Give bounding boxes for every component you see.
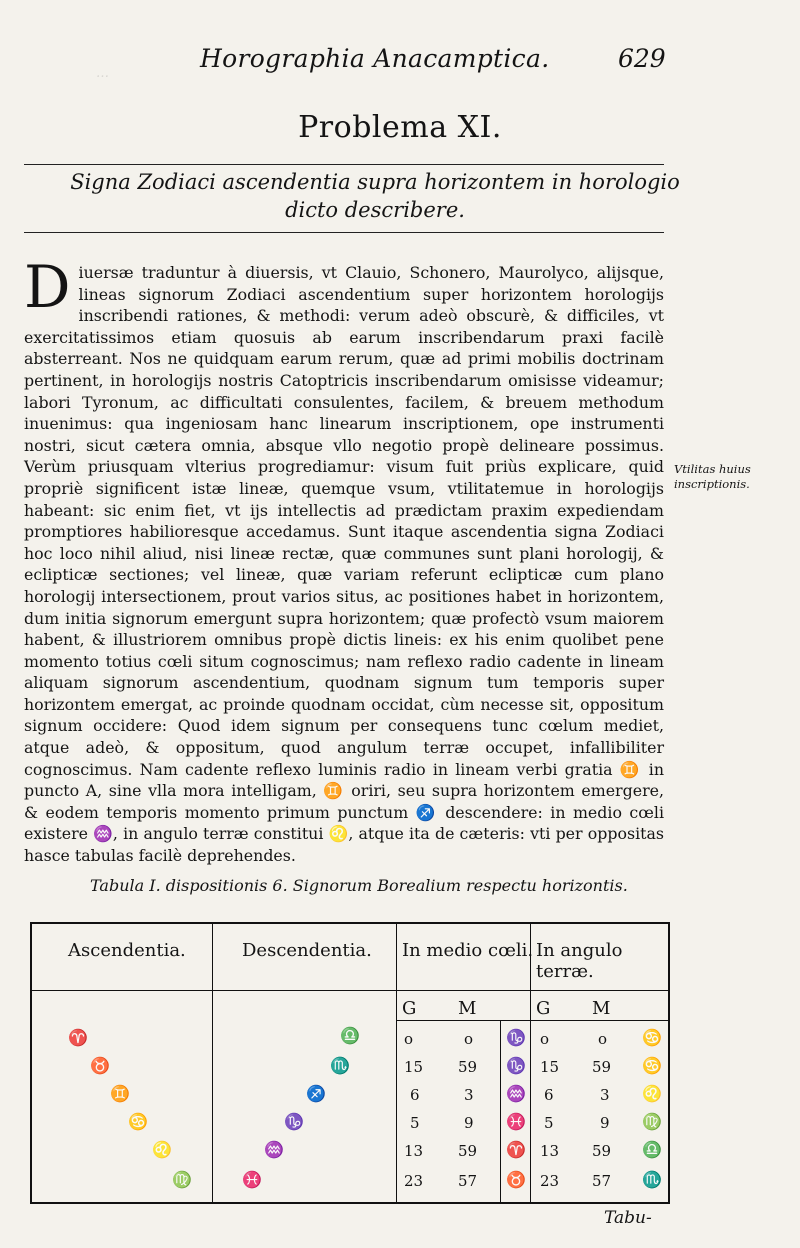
row-5-ascendens: ♌ [152,1140,172,1159]
subtitle-rule-top [24,164,664,165]
angulo-m-label: M [592,998,611,1019]
row-4-medio-m: 9 [464,1114,474,1132]
row-4-descendens: ♑ [284,1112,304,1131]
row-4-medio-g: 5 [410,1114,420,1132]
row-1-medio-sign: ♑ [506,1028,526,1047]
problem-title: Problema XI. [298,110,502,145]
row-1-descendens: ♎ [340,1026,360,1045]
row-6-angulo-sign: ♏ [642,1170,662,1189]
row-6-medio-m: 57 [458,1172,478,1190]
row-5-descendens: ♒ [264,1140,284,1159]
row-2-medio-sign: ♑ [506,1056,526,1075]
row-4-ascendens: ♋ [128,1112,148,1131]
row-2-medio-m: 59 [458,1058,478,1076]
row-6-ascendens: ♍ [172,1170,192,1189]
row-4-angulo-sign: ♍ [642,1112,662,1131]
subtitle-rule-bottom [24,232,664,233]
row-2-ascendens: ♉ [90,1056,110,1075]
body-text [24,253,664,867]
table-gm-rule [397,1020,669,1021]
row-6-descendens: ♓ [242,1170,262,1189]
row-3-ascendens: ♊ [110,1084,130,1103]
running-head [0,44,800,74]
table-divider-3 [530,922,531,1204]
table-caption: Tabula I. dispositionis 6. Signorum Borealium respectu horizontis. [90,876,628,895]
drop-cap: D [24,253,71,321]
row-1-medio-g: o [404,1030,414,1048]
table-border-top [30,922,670,924]
row-3-angulo-m: 3 [600,1086,610,1104]
header-angulo-terrae: In angulo terræ. [536,940,623,982]
row-1-medio-m: o [464,1030,474,1048]
angulo-g-label: G [536,998,551,1019]
row-5-medio-g: 13 [404,1142,424,1160]
row-6-medio-g: 23 [404,1172,424,1190]
page-number: 629 [618,44,666,73]
header-descendentia: Descendentia. [242,940,372,961]
row-1-angulo-g: o [540,1030,550,1048]
row-3-medio-g: 6 [410,1086,420,1104]
row-2-angulo-g: 15 [540,1058,560,1076]
row-3-descendens: ♐ [306,1084,326,1103]
problem-subtitle: Signa Zodiaci ascendentia supra horizontem in horologio dicto describere. [70,170,680,222]
row-5-medio-sign: ♈ [506,1140,526,1159]
row-3-medio-m: 3 [464,1086,474,1104]
table-divider-2 [396,922,397,1204]
row-3-angulo-sign: ♌ [642,1084,662,1103]
sign-table [30,922,670,1204]
show-through-text: … [96,66,109,81]
row-6-angulo-g: 23 [540,1172,560,1190]
table-divider-1 [212,922,213,1204]
row-5-angulo-g: 13 [540,1142,560,1160]
catchword: Tabu- [604,1208,652,1228]
row-2-angulo-m: 59 [592,1058,612,1076]
row-4-medio-sign: ♓ [506,1112,526,1131]
row-5-medio-m: 59 [458,1142,478,1160]
row-2-angulo-sign: ♋ [642,1056,662,1075]
marginal-note: Vtilitas huius inscriptionis. [674,462,751,491]
table-border-left [30,922,32,1204]
medio-g-label: G [402,998,417,1019]
row-6-medio-sign: ♉ [506,1170,526,1189]
medio-m-label: M [458,998,477,1019]
header-ascendentia: Ascendentia. [68,940,186,961]
row-1-angulo-sign: ♋ [642,1028,662,1047]
running-head-title: Horographia Anacamptica. [200,44,550,73]
row-1-ascendens: ♈ [68,1028,88,1047]
table-header-rule [30,990,670,991]
row-4-angulo-m: 9 [600,1114,610,1132]
body-paragraph: iuersæ traduntur à diuersis, vt Clauio, Schonero, Maurolyco, alijsque, lineas signorum Zodiaci ascendentium super horizontem horologijs inscribendi rationes, & methodi: verum adeò obscurè, & difficiles, vt exercitatissimos etiam quosuis ab earum inscribendarum praxi facilè absterreant. Nos ne quidquam earum rerum, quæ ad primi mobilis doctrinam pertinent, in horologijs nostris Catoptricis inscribendarum omisisse videamur; labori Tyronum, ac difficultati consulentes, facilem, & breuem methodum inuenimus: qua ingeniosam hanc linearum inscriptionem, ope instrumenti nostri, sicut cætera omnia, absque vllo negotio propè delineare possimus. Verùm priusquam vlterius progrediamur: visum fuit priùs explicare, quid propriè significent istæ lineæ, quemque vsum, vtilitatemue in horologijs habeant: sic enim fiet, vt ijs intellectis ad prædictam praxim expediendam promptiores habilioresque accedamus. Sunt itaque ascendentia signa Zodiaci hoc loco nihil aliud, nisi lineæ rectæ, quæ communes sunt plani horologij, & eclipticæ sectiones; vel lineæ, quæ variam referunt eclipticæ cum plano horologij intersectionem, prout varios situs, ac positiones habet in horizontem, dum initia signorum emergunt supra horizontem; quæ profectò vsum maiorem habent, & illustriorem omnibus propè dictis lineis: ex his enim quolibet pene momento totius cœli situm cognoscimus; nam reflexo radio cadente in lineam aliquam signorum ascendentium, quodnam signum tum temporis super horizontem emergat, ac proinde quodnam occidat, cùm necesse sit, oppositum signum occidere: Quod idem signum per consequens tunc cœlum mediet, atque adeò, & oppositum, quod angulum terræ occupet, infallibiliter cognoscimus. Nam cadente reflexo luminis radio in lineam verbi gratia ♊ in puncto A, sine vlla mora intelligam, ♊ oriri, seu supra horizontem emergere, & eodem temporis momento primum punctum ♐ descendere: in medio cœli existere ♒, in angulo terræ constitui ♌, atque ita de cæteris: vti per oppositas hasce tabulas facilè deprehendes. [24,263,664,866]
row-6-angulo-m: 57 [592,1172,612,1190]
row-2-descendens: ♏ [330,1056,350,1075]
table-border-bottom [30,1202,670,1204]
row-3-medio-sign: ♒ [506,1084,526,1103]
header-medio-coeli: In medio cœli. [402,940,534,961]
row-5-angulo-sign: ♎ [642,1140,662,1159]
row-4-angulo-g: 5 [544,1114,554,1132]
row-3-angulo-g: 6 [544,1086,554,1104]
row-1-angulo-m: o [598,1030,608,1048]
table-subcolumn-rule [500,1021,501,1202]
row-5-angulo-m: 59 [592,1142,612,1160]
row-2-medio-g: 15 [404,1058,424,1076]
